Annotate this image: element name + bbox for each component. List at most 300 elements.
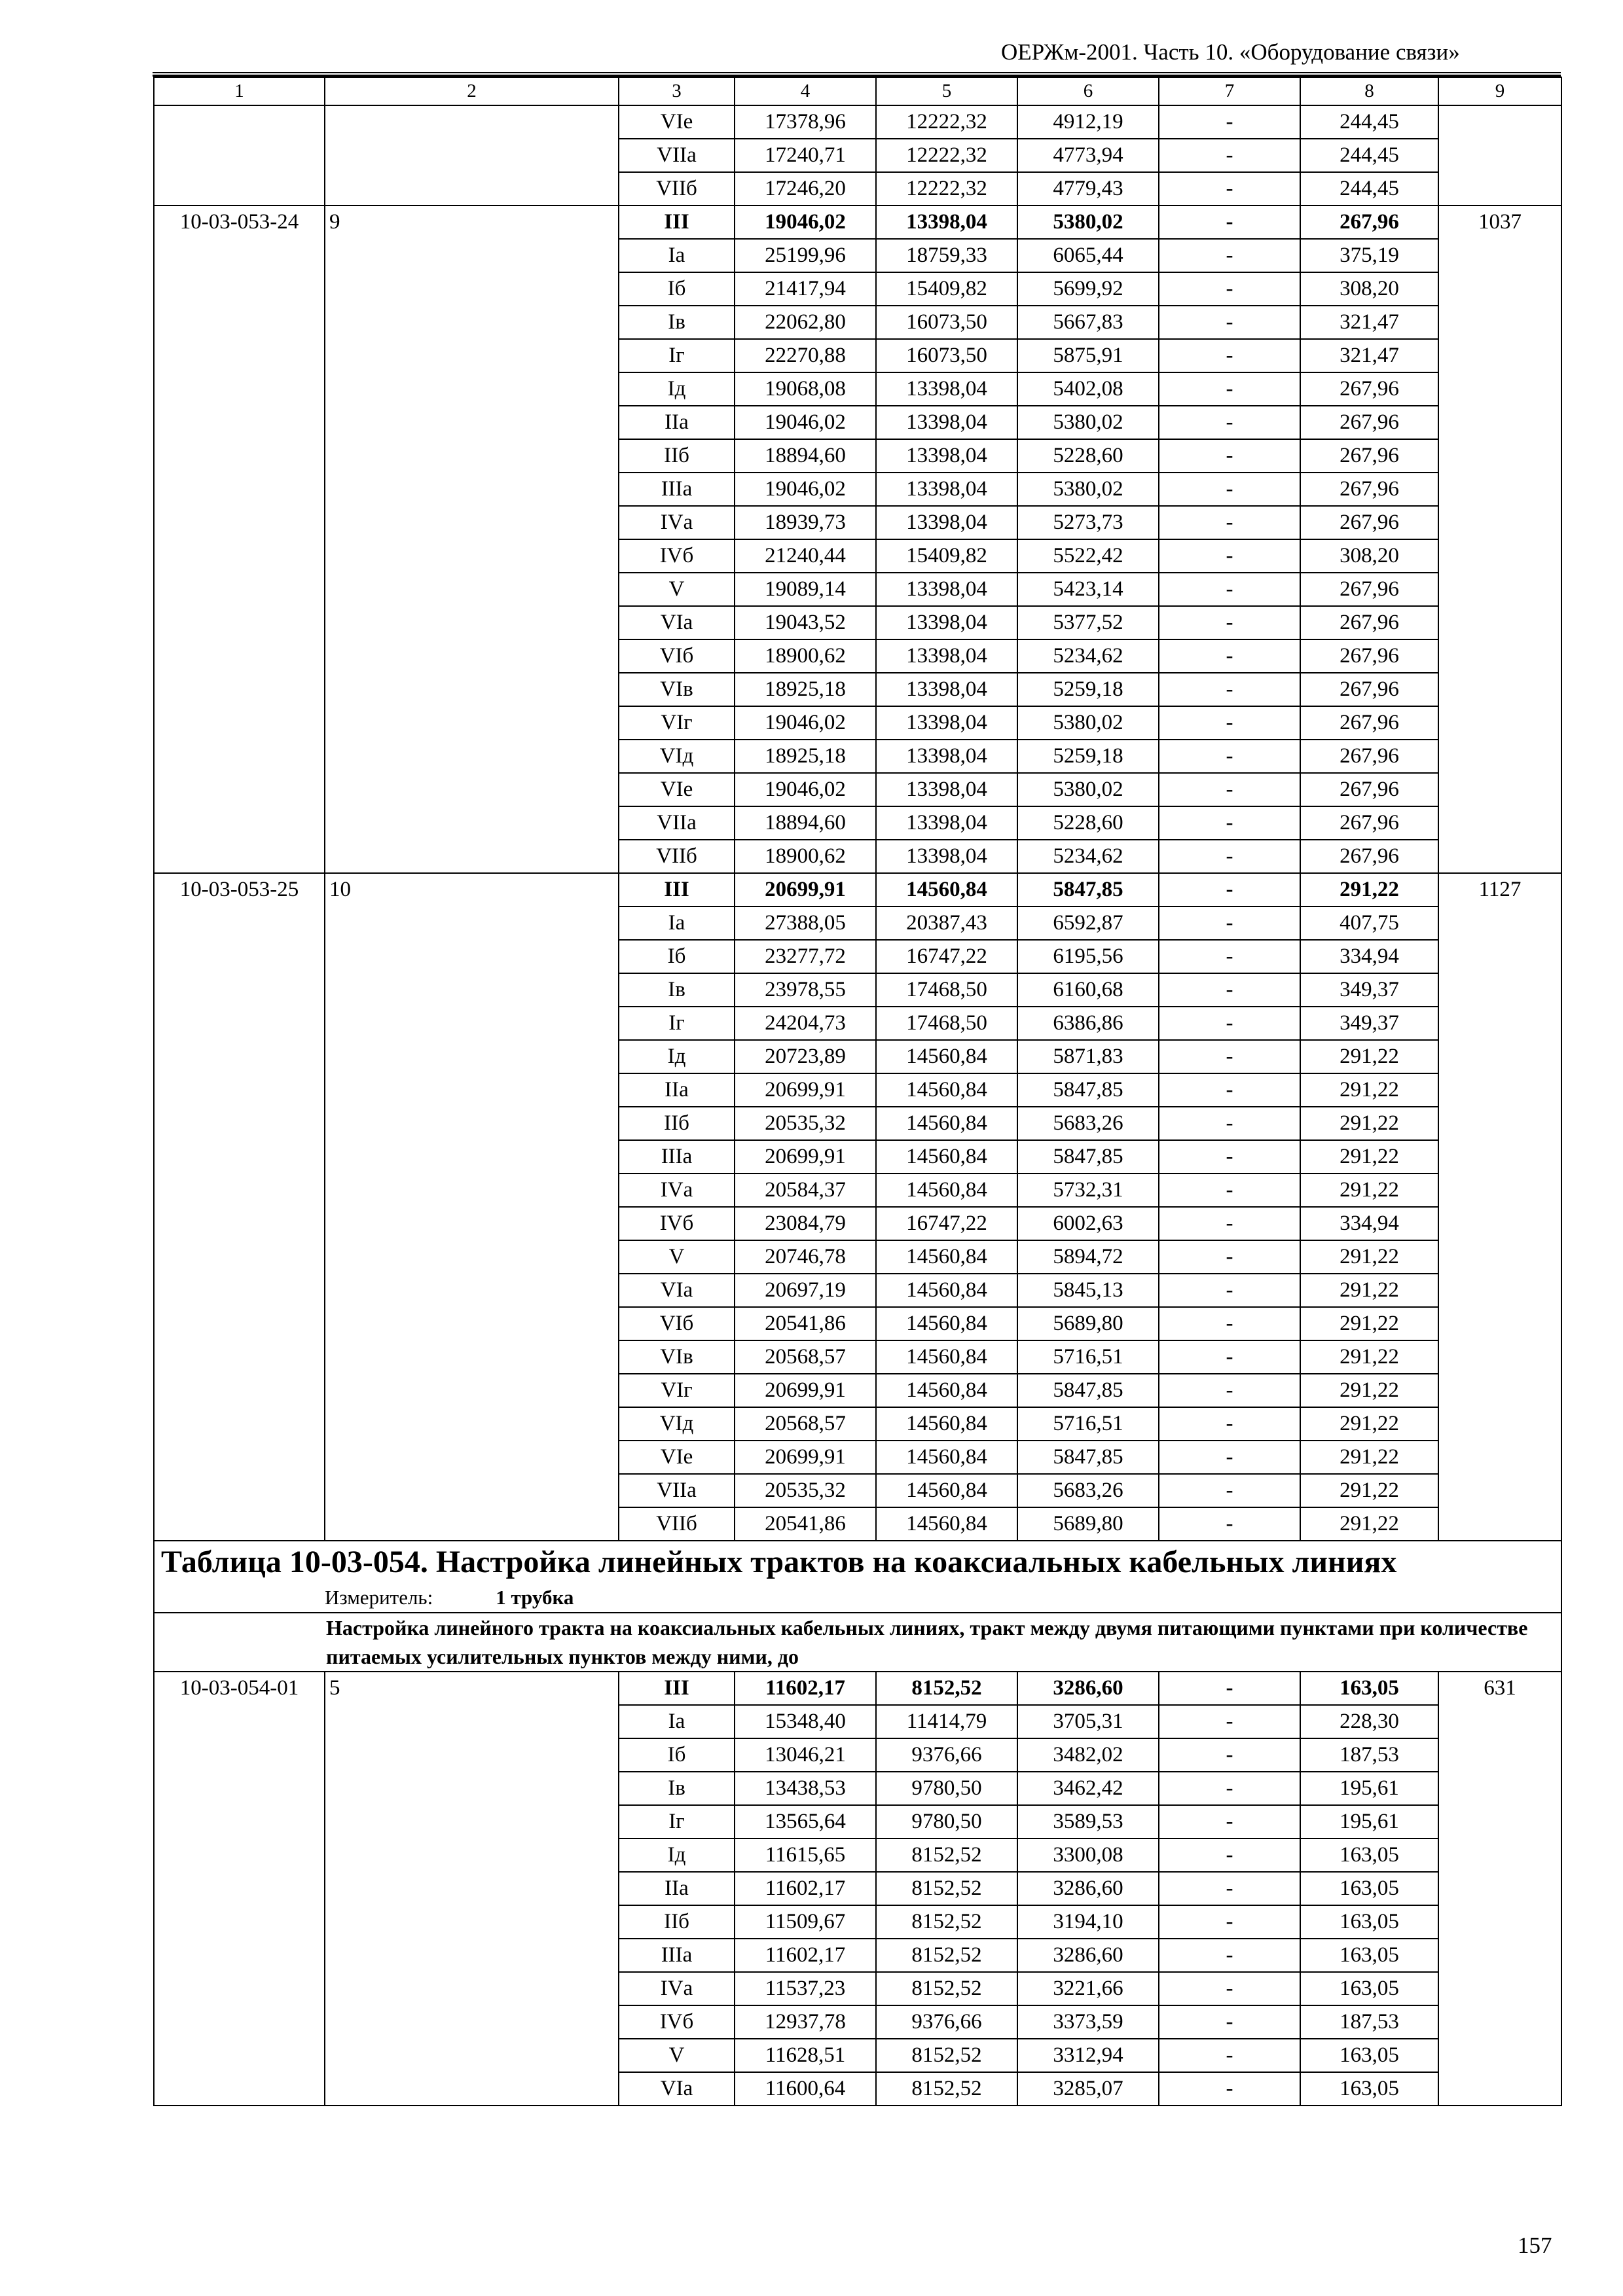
wages-cell: 14560,84 [876, 1340, 1017, 1374]
total-cost-cell: 19046,02 [735, 406, 876, 439]
materials-cell: 291,22 [1300, 1240, 1438, 1274]
materials-cell: 291,22 [1300, 1441, 1438, 1474]
zone-cell: IIIа [619, 473, 735, 506]
wages-cell: 16073,50 [876, 339, 1017, 372]
machines-cell: 5871,83 [1017, 1040, 1159, 1073]
materials-cell: 321,47 [1300, 306, 1438, 339]
total-cost-cell: 20723,89 [735, 1040, 876, 1073]
rate-code-cell: 10-03-054-01 [154, 1672, 325, 2106]
zone-cell: VIе [619, 773, 735, 806]
total-cost-cell: 18894,60 [735, 439, 876, 473]
drivers-wages-cell: - [1159, 339, 1300, 372]
materials-cell: 291,22 [1300, 1307, 1438, 1340]
drivers-wages-cell: - [1159, 1839, 1300, 1872]
zone-cell: VIа [619, 1274, 735, 1307]
materials-cell: 407,75 [1300, 906, 1438, 940]
table-row [154, 873, 1561, 906]
rate-code-cell: 10-03-053-24 [154, 206, 325, 873]
zone-cell: Iа [619, 239, 735, 272]
zone-cell: VIв [619, 673, 735, 706]
total-cost-cell: 20699,91 [735, 873, 876, 906]
materials-cell: 375,19 [1300, 239, 1438, 272]
drivers-wages-cell: - [1159, 806, 1300, 840]
wages-cell: 14560,84 [876, 873, 1017, 906]
wages-cell: 14560,84 [876, 1107, 1017, 1140]
wages-cell: 20387,43 [876, 906, 1017, 940]
total-cost-cell: 19068,08 [735, 372, 876, 406]
wages-cell: 9780,50 [876, 1772, 1017, 1805]
table-row [154, 206, 1561, 239]
column-number-row [154, 77, 1561, 105]
total-cost-cell: 22270,88 [735, 339, 876, 372]
table-row [154, 1672, 1561, 1705]
drivers-wages-cell: - [1159, 639, 1300, 673]
drivers-wages-cell: - [1159, 1738, 1300, 1772]
drivers-wages-cell: - [1159, 172, 1300, 206]
materials-cell: 267,96 [1300, 372, 1438, 406]
machines-cell: 5847,85 [1017, 1374, 1159, 1407]
wages-cell: 13398,04 [876, 773, 1017, 806]
wages-cell: 8152,52 [876, 1905, 1017, 1939]
drivers-wages-cell: - [1159, 606, 1300, 639]
column-number: 5 [876, 77, 1017, 105]
wages-cell: 13398,04 [876, 573, 1017, 606]
total-cost-cell: 20541,86 [735, 1507, 876, 1541]
machines-cell: 5683,26 [1017, 1107, 1159, 1140]
materials-cell: 244,45 [1300, 139, 1438, 172]
wages-cell: 8152,52 [876, 2039, 1017, 2072]
table-title-cell [154, 1541, 1561, 1613]
drivers-wages-cell: - [1159, 1507, 1300, 1541]
materials-cell: 291,22 [1300, 1040, 1438, 1073]
materials-cell: 163,05 [1300, 1839, 1438, 1872]
zone-cell: Iд [619, 1040, 735, 1073]
total-cost-cell: 18925,18 [735, 740, 876, 773]
total-cost-cell: 21417,94 [735, 272, 876, 306]
column-number: 4 [735, 77, 876, 105]
drivers-wages-cell: - [1159, 1474, 1300, 1507]
machines-cell: 3589,53 [1017, 1805, 1159, 1839]
zone-cell: Iб [619, 940, 735, 973]
wages-cell: 14560,84 [876, 1374, 1017, 1407]
zone-cell: IIб [619, 1107, 735, 1140]
materials-cell: 244,45 [1300, 105, 1438, 139]
drivers-wages-cell: - [1159, 1174, 1300, 1207]
wages-cell: 14560,84 [876, 1240, 1017, 1274]
materials-cell: 334,94 [1300, 940, 1438, 973]
materials-cell: 163,05 [1300, 1972, 1438, 2005]
wages-cell: 11414,79 [876, 1705, 1017, 1738]
drivers-wages-cell: - [1159, 1772, 1300, 1805]
materials-cell: 349,37 [1300, 973, 1438, 1007]
machines-cell: 5845,13 [1017, 1274, 1159, 1307]
materials-cell: 291,22 [1300, 1374, 1438, 1407]
zone-cell: Iв [619, 306, 735, 339]
wages-cell: 14560,84 [876, 1073, 1017, 1107]
zone-cell: VIб [619, 1307, 735, 1340]
wages-cell: 8152,52 [876, 1839, 1017, 1872]
materials-cell: 267,96 [1300, 473, 1438, 506]
materials-cell: 267,96 [1300, 573, 1438, 606]
materials-cell: 291,22 [1300, 1507, 1438, 1541]
zone-cell: Iа [619, 906, 735, 940]
drivers-wages-cell: - [1159, 1207, 1300, 1240]
zone-cell: IVб [619, 539, 735, 573]
drivers-wages-cell: - [1159, 473, 1300, 506]
drivers-wages-cell: - [1159, 873, 1300, 906]
machines-cell: 6065,44 [1017, 239, 1159, 272]
machines-cell: 5380,02 [1017, 473, 1159, 506]
machines-cell: 6592,87 [1017, 906, 1159, 940]
materials-cell: 291,22 [1300, 1107, 1438, 1140]
wages-cell: 13398,04 [876, 606, 1017, 639]
materials-cell: 291,22 [1300, 1274, 1438, 1307]
total-cost-cell: 13046,21 [735, 1738, 876, 1772]
machines-cell: 5689,80 [1017, 1307, 1159, 1340]
total-cost-cell: 25199,96 [735, 239, 876, 272]
total-cost-cell: 18939,73 [735, 506, 876, 539]
wages-cell: 8152,52 [876, 1939, 1017, 1972]
materials-cell: 334,94 [1300, 1207, 1438, 1240]
total-cost-cell: 20699,91 [735, 1374, 876, 1407]
zone-cell: VIг [619, 1374, 735, 1407]
machines-cell: 5683,26 [1017, 1474, 1159, 1507]
wages-cell: 13398,04 [876, 706, 1017, 740]
materials-cell: 267,96 [1300, 206, 1438, 239]
drivers-wages-cell: - [1159, 2072, 1300, 2106]
total-cost-cell: 19046,02 [735, 473, 876, 506]
materials-cell: 163,05 [1300, 1905, 1438, 1939]
total-cost-cell: 17378,96 [735, 105, 876, 139]
wages-cell: 13398,04 [876, 840, 1017, 873]
machines-cell: 5234,62 [1017, 639, 1159, 673]
drivers-wages-cell: - [1159, 1805, 1300, 1839]
wages-cell: 8152,52 [876, 1972, 1017, 2005]
materials-cell: 291,22 [1300, 873, 1438, 906]
machines-cell: 5847,85 [1017, 1441, 1159, 1474]
total-cost-cell: 20535,32 [735, 1474, 876, 1507]
machines-cell: 3373,59 [1017, 2005, 1159, 2039]
drivers-wages-cell: - [1159, 1939, 1300, 1972]
zone-cell: VIIб [619, 840, 735, 873]
machines-cell: 6386,86 [1017, 1007, 1159, 1040]
materials-cell: 195,61 [1300, 1772, 1438, 1805]
drivers-wages-cell: - [1159, 2039, 1300, 2072]
total-cost-cell: 11537,23 [735, 1972, 876, 2005]
zone-cell: IVб [619, 2005, 735, 2039]
measure-value: 1 трубка [496, 1586, 574, 1609]
machines-cell: 6195,56 [1017, 940, 1159, 973]
wages-cell: 14560,84 [876, 1174, 1017, 1207]
materials-cell: 267,96 [1300, 639, 1438, 673]
drivers-wages-cell: - [1159, 1374, 1300, 1407]
zone-cell: Iв [619, 973, 735, 1007]
materials-cell: 291,22 [1300, 1407, 1438, 1441]
machines-cell: 3285,07 [1017, 2072, 1159, 2106]
total-cost-cell: 11628,51 [735, 2039, 876, 2072]
description-row [154, 1613, 1561, 1672]
wages-cell: 16747,22 [876, 1207, 1017, 1240]
drivers-wages-cell: - [1159, 1140, 1300, 1174]
materials-cell: 349,37 [1300, 1007, 1438, 1040]
zone-cell: Iв [619, 1772, 735, 1805]
total-cost-cell: 17246,20 [735, 172, 876, 206]
zone-cell: VIIа [619, 1474, 735, 1507]
parameter-cell: 9 [325, 206, 619, 873]
parameter-cell [325, 105, 619, 206]
materials-cell: 267,96 [1300, 673, 1438, 706]
machines-cell: 5847,85 [1017, 873, 1159, 906]
zone-cell: V [619, 2039, 735, 2072]
total-cost-cell: 17240,71 [735, 139, 876, 172]
measure-line [161, 1583, 1561, 1612]
wages-cell: 14560,84 [876, 1474, 1017, 1507]
materials-cell: 291,22 [1300, 1340, 1438, 1374]
drivers-wages-cell: - [1159, 906, 1300, 940]
total-cost-cell: 18900,62 [735, 639, 876, 673]
labor-cell [1438, 105, 1561, 206]
drivers-wages-cell: - [1159, 1972, 1300, 2005]
zone-cell: VIIб [619, 1507, 735, 1541]
machines-cell: 4773,94 [1017, 139, 1159, 172]
materials-cell: 267,96 [1300, 773, 1438, 806]
drivers-wages-cell: - [1159, 105, 1300, 139]
machines-cell: 5847,85 [1017, 1073, 1159, 1107]
column-number: 9 [1438, 77, 1561, 105]
drivers-wages-cell: - [1159, 1007, 1300, 1040]
total-cost-cell: 12937,78 [735, 2005, 876, 2039]
parameter-cell: 10 [325, 873, 619, 1541]
materials-cell: 187,53 [1300, 1738, 1438, 1772]
zone-cell: V [619, 1240, 735, 1274]
machines-cell: 3312,94 [1017, 2039, 1159, 2072]
machines-cell: 5716,51 [1017, 1407, 1159, 1441]
total-cost-cell: 19043,52 [735, 606, 876, 639]
labor-cell: 1037 [1438, 206, 1561, 873]
drivers-wages-cell: - [1159, 539, 1300, 573]
wages-cell: 16073,50 [876, 306, 1017, 339]
zone-cell: IIIа [619, 1140, 735, 1174]
zone-cell: III [619, 206, 735, 239]
wages-cell: 13398,04 [876, 406, 1017, 439]
drivers-wages-cell: - [1159, 1705, 1300, 1738]
drivers-wages-cell: - [1159, 439, 1300, 473]
materials-cell: 291,22 [1300, 1174, 1438, 1207]
drivers-wages-cell: - [1159, 773, 1300, 806]
machines-cell: 3221,66 [1017, 1972, 1159, 2005]
drivers-wages-cell: - [1159, 1905, 1300, 1939]
machines-cell: 5402,08 [1017, 372, 1159, 406]
zone-cell: VIIа [619, 806, 735, 840]
machines-cell: 5273,73 [1017, 506, 1159, 539]
machines-cell: 5847,85 [1017, 1140, 1159, 1174]
drivers-wages-cell: - [1159, 940, 1300, 973]
drivers-wages-cell: - [1159, 1307, 1300, 1340]
wages-cell: 14560,84 [876, 1441, 1017, 1474]
drivers-wages-cell: - [1159, 1407, 1300, 1441]
total-cost-cell: 20541,86 [735, 1307, 876, 1340]
total-cost-cell: 20699,91 [735, 1140, 876, 1174]
machines-cell: 3286,60 [1017, 1939, 1159, 1972]
drivers-wages-cell: - [1159, 239, 1300, 272]
zone-cell: VIд [619, 1407, 735, 1441]
wages-cell: 13398,04 [876, 673, 1017, 706]
total-cost-cell: 23978,55 [735, 973, 876, 1007]
total-cost-cell: 11600,64 [735, 2072, 876, 2106]
machines-cell: 5377,52 [1017, 606, 1159, 639]
wages-cell: 14560,84 [876, 1307, 1017, 1340]
labor-cell: 631 [1438, 1672, 1561, 2106]
drivers-wages-cell: - [1159, 1672, 1300, 1705]
total-cost-cell: 11615,65 [735, 1839, 876, 1872]
materials-cell: 163,05 [1300, 2039, 1438, 2072]
wages-cell: 14560,84 [876, 1274, 1017, 1307]
zone-cell: IIIа [619, 1939, 735, 1972]
total-cost-cell: 20568,57 [735, 1340, 876, 1374]
rate-code-cell [154, 105, 325, 206]
machines-cell: 6002,63 [1017, 1207, 1159, 1240]
total-cost-cell: 11602,17 [735, 1939, 876, 1972]
machines-cell: 3482,02 [1017, 1738, 1159, 1772]
machines-cell: 5716,51 [1017, 1340, 1159, 1374]
machines-cell: 4779,43 [1017, 172, 1159, 206]
zone-cell: Iд [619, 372, 735, 406]
drivers-wages-cell: - [1159, 673, 1300, 706]
wages-cell: 13398,04 [876, 639, 1017, 673]
wages-cell: 8152,52 [876, 2072, 1017, 2106]
zone-cell: VIIб [619, 172, 735, 206]
materials-cell: 187,53 [1300, 2005, 1438, 2039]
total-cost-cell: 18900,62 [735, 840, 876, 873]
zone-cell: VIе [619, 105, 735, 139]
wages-cell: 17468,50 [876, 1007, 1017, 1040]
total-cost-cell: 27388,05 [735, 906, 876, 940]
total-cost-cell: 23084,79 [735, 1207, 876, 1240]
materials-cell: 267,96 [1300, 740, 1438, 773]
wages-cell: 14560,84 [876, 1140, 1017, 1174]
total-cost-cell: 23277,72 [735, 940, 876, 973]
total-cost-cell: 20568,57 [735, 1407, 876, 1441]
zone-cell: IIб [619, 439, 735, 473]
table-title: Таблица 10-03-054. Настройка линейных трактов на коаксиальных кабельных линиях [161, 1545, 1397, 1579]
drivers-wages-cell: - [1159, 1240, 1300, 1274]
materials-cell: 228,30 [1300, 1705, 1438, 1738]
materials-cell: 267,96 [1300, 506, 1438, 539]
zone-cell: IIб [619, 1905, 735, 1939]
machines-cell: 3286,60 [1017, 1872, 1159, 1905]
materials-cell: 321,47 [1300, 339, 1438, 372]
machines-cell: 5875,91 [1017, 339, 1159, 372]
drivers-wages-cell: - [1159, 506, 1300, 539]
table-title-row [154, 1541, 1561, 1613]
zone-cell: IVа [619, 1174, 735, 1207]
wages-cell: 18759,33 [876, 239, 1017, 272]
materials-cell: 267,96 [1300, 406, 1438, 439]
machines-cell: 5732,31 [1017, 1174, 1159, 1207]
total-cost-cell: 19089,14 [735, 573, 876, 606]
materials-cell: 267,96 [1300, 439, 1438, 473]
materials-cell: 267,96 [1300, 840, 1438, 873]
materials-cell: 267,96 [1300, 806, 1438, 840]
drivers-wages-cell: - [1159, 1107, 1300, 1140]
zone-cell: Iб [619, 1738, 735, 1772]
zone-cell: III [619, 1672, 735, 1705]
machines-cell: 5689,80 [1017, 1507, 1159, 1541]
wages-cell: 13398,04 [876, 439, 1017, 473]
wages-cell: 13398,04 [876, 473, 1017, 506]
machines-cell: 6160,68 [1017, 973, 1159, 1007]
wages-cell: 13398,04 [876, 372, 1017, 406]
drivers-wages-cell: - [1159, 1040, 1300, 1073]
column-number: 6 [1017, 77, 1159, 105]
materials-cell: 244,45 [1300, 172, 1438, 206]
zone-cell: VIб [619, 639, 735, 673]
total-cost-cell: 21240,44 [735, 539, 876, 573]
drivers-wages-cell: - [1159, 706, 1300, 740]
machines-cell: 5259,18 [1017, 673, 1159, 706]
zone-cell: VIа [619, 2072, 735, 2106]
wages-cell: 17468,50 [876, 973, 1017, 1007]
materials-cell: 308,20 [1300, 539, 1438, 573]
measure-label: Измеритель: [325, 1586, 433, 1609]
total-cost-cell: 20584,37 [735, 1174, 876, 1207]
zone-cell: VIв [619, 1340, 735, 1374]
wages-cell: 8152,52 [876, 1872, 1017, 1905]
wages-cell: 15409,82 [876, 539, 1017, 573]
machines-cell: 3462,42 [1017, 1772, 1159, 1805]
wages-cell: 8152,52 [876, 1672, 1017, 1705]
wages-cell: 13398,04 [876, 806, 1017, 840]
materials-cell: 267,96 [1300, 606, 1438, 639]
zone-cell: IIа [619, 406, 735, 439]
column-number: 3 [619, 77, 735, 105]
column-number: 2 [325, 77, 619, 105]
total-cost-cell: 13438,53 [735, 1772, 876, 1805]
total-cost-cell: 20699,91 [735, 1073, 876, 1107]
zone-cell: VIа [619, 606, 735, 639]
drivers-wages-cell: - [1159, 1073, 1300, 1107]
machines-cell: 5423,14 [1017, 573, 1159, 606]
machines-cell: 5234,62 [1017, 840, 1159, 873]
zone-cell: Iг [619, 1805, 735, 1839]
total-cost-cell: 19046,02 [735, 206, 876, 239]
table-row [154, 105, 1561, 139]
machines-cell: 5228,60 [1017, 806, 1159, 840]
wages-cell: 13398,04 [876, 506, 1017, 539]
zone-cell: III [619, 873, 735, 906]
machines-cell: 4912,19 [1017, 105, 1159, 139]
drivers-wages-cell: - [1159, 973, 1300, 1007]
zone-cell: VIе [619, 1441, 735, 1474]
total-cost-cell: 19046,02 [735, 706, 876, 740]
drivers-wages-cell: - [1159, 272, 1300, 306]
zone-cell: IVа [619, 1972, 735, 2005]
zone-cell: IIа [619, 1872, 735, 1905]
machines-cell: 5228,60 [1017, 439, 1159, 473]
total-cost-cell: 20746,78 [735, 1240, 876, 1274]
column-number: 7 [1159, 77, 1300, 105]
wages-cell: 13398,04 [876, 206, 1017, 239]
materials-cell: 195,61 [1300, 1805, 1438, 1839]
drivers-wages-cell: - [1159, 406, 1300, 439]
materials-cell: 308,20 [1300, 272, 1438, 306]
column-number: 8 [1300, 77, 1438, 105]
zone-cell: VIIа [619, 139, 735, 172]
materials-cell: 267,96 [1300, 706, 1438, 740]
materials-cell: 291,22 [1300, 1073, 1438, 1107]
machines-cell: 5894,72 [1017, 1240, 1159, 1274]
machines-cell: 3286,60 [1017, 1672, 1159, 1705]
